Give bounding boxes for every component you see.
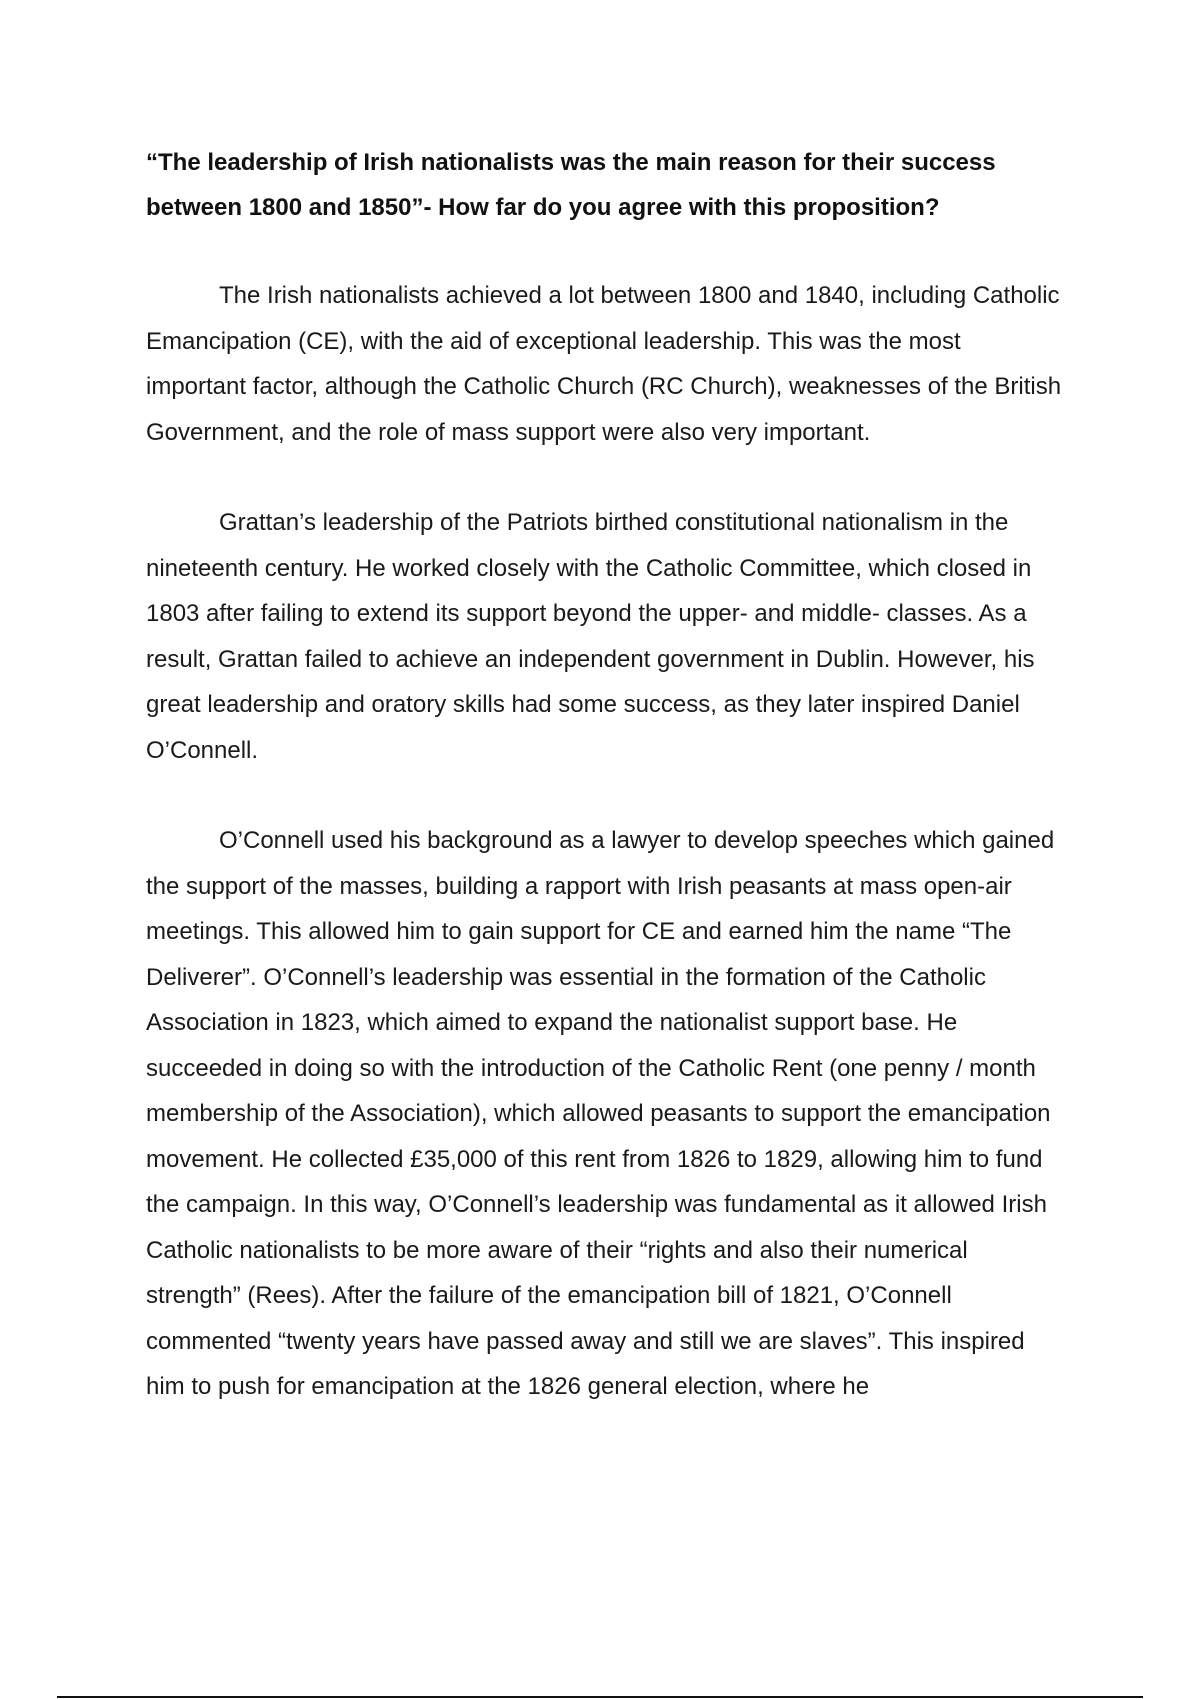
page-bottom-divider [57, 1696, 1143, 1698]
document-body [146, 140, 1066, 1410]
essay-title: “The leadership of Irish nationalists was the main reason for their success between 1800 and 1850”- How far do you agree with this proposition? [146, 149, 996, 221]
paragraph-oconnell: O’Connell used his background as a lawyer to develop speeches which gained the support of the masses, building a rapport with Irish peasants at mass open-air meetings. This allowed him to gain support for CE and earned him the name “The Deliverer”. O’Connell’s leadership was essential in the formation of the Catholic Association in 1823, which aimed to expand the nationalist support base. He succeeded in doing so with the introduction of the Catholic Rent (one penny / month membership of the Association), which allowed peasants to support the emancipation movement. He collected £35,000 of this rent from 1826 to 1829, allowing him to fund the campaign. In this way, O’Connell’s leadership was fundamental as it allowed Irish Catholic nationalists to be more aware of their “rights and also their numerical strength” (Rees). After the failure of the emancipation bill of 1821, O’Connell commented “twenty years have passed away and still we are slaves”. This inspired him to push for emancipation at the 1826 general election, where he [146, 827, 1055, 1400]
paragraph-grattan: Grattan’s leadership of the Patriots birthed constitutional nationalism in the nineteenth century. He worked closely with the Catholic Committee, which closed in 1803 after failing to extend its support beyond the upper- and middle- classes. As a result, Grattan failed to achieve an independent government in Dublin. However, his great leadership and oratory skills had some success, as they later inspired Daniel O’Connell. [146, 509, 1035, 764]
paragraph-introduction: The Irish nationalists achieved a lot between 1800 and 1840, including Catholic Emancipation (CE), with the aid of exceptional leadership. This was the most important factor, although the Catholic Church (RC Church), weaknesses of the British Government, and the role of mass support were also very important. [146, 282, 1062, 446]
